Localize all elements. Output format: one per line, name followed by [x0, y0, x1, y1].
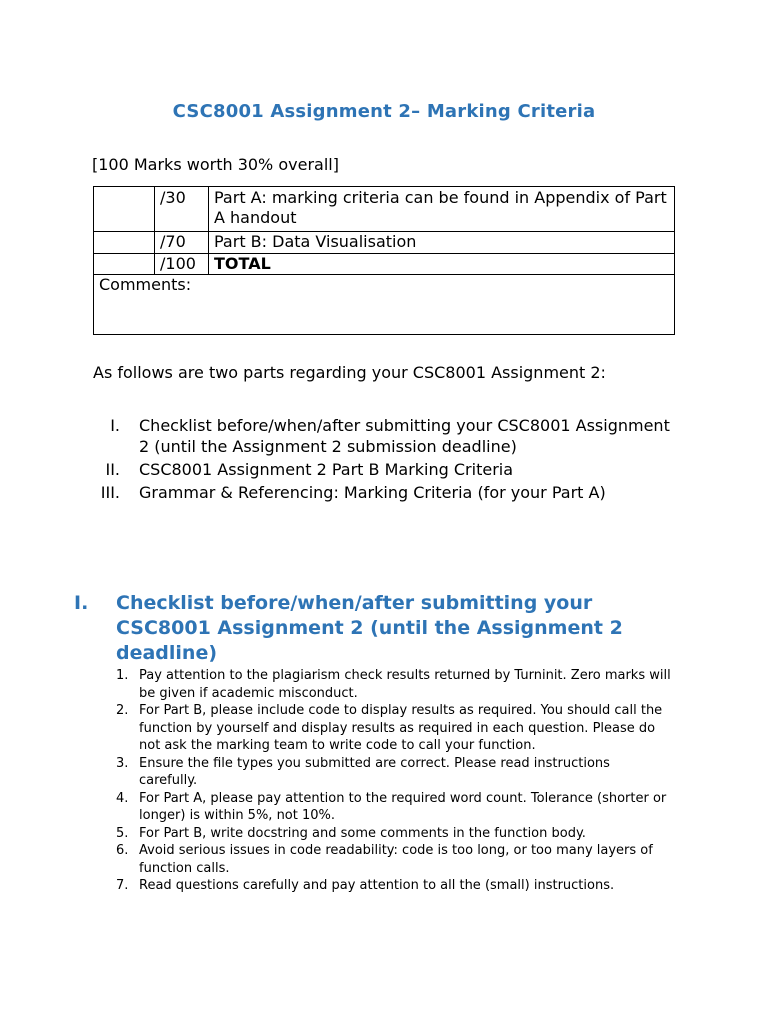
list-number: 5.	[116, 825, 129, 841]
list-text: For Part B, please include code to display results as required. You should call the function by yourself and display results as required in each question. Please do not ask the marking team to write code to call your function.	[139, 703, 663, 753]
max-score: /100	[155, 254, 209, 275]
document-title: CSC8001 Assignment 2– Marking Criteria	[172, 101, 596, 122]
list-text: Checklist before/when/after submitting your CSC8001 Assignment 2 (until the Assignment 2 submission deadline)	[139, 416, 670, 456]
table-row	[94, 187, 675, 232]
marks-table	[93, 186, 675, 335]
list-number: 7.	[116, 878, 129, 893]
marks-summary: [100 Marks worth 30% overall]	[92, 155, 339, 174]
table-row	[94, 232, 675, 254]
list-number: 6.	[116, 843, 129, 858]
list-item	[0, 459, 768, 480]
total-label: TOTAL	[209, 254, 675, 275]
comments-label: Comments:	[94, 275, 675, 335]
list-number: III.	[100, 483, 120, 502]
list-item	[0, 667, 768, 702]
list-number: II.	[105, 460, 120, 479]
list-number: 1.	[116, 668, 129, 683]
list-text: Grammar & Referencing: Marking Criteria (for your Part A)	[139, 483, 606, 502]
contents-list	[0, 415, 768, 505]
list-item	[0, 702, 768, 755]
list-item	[0, 825, 768, 843]
section-number: I.	[74, 592, 89, 614]
list-text: Pay attention to the plagiarism check results returned by Turninit. Zero marks will be given if academic misconduct.	[139, 668, 671, 701]
max-score: /30	[155, 187, 209, 232]
list-number: 4.	[116, 790, 129, 806]
max-score: /70	[155, 232, 209, 254]
list-number: 3.	[116, 755, 129, 771]
list-item	[0, 842, 768, 877]
mark-cell	[94, 254, 155, 275]
comments-row	[94, 275, 675, 335]
checklist	[0, 667, 768, 895]
criteria-description: Part B: Data Visualisation	[209, 232, 675, 254]
mark-cell	[94, 187, 155, 232]
criteria-description: Part A: marking criteria can be found in Appendix of Part A handout	[209, 187, 675, 232]
list-item	[0, 415, 768, 457]
list-text: Avoid serious issues in code readability: code is too long, or too many layers of function calls.	[139, 843, 653, 876]
list-item	[0, 790, 768, 825]
list-text: CSC8001 Assignment 2 Part B Marking Criteria	[139, 460, 514, 479]
section-heading	[0, 591, 768, 666]
list-text: Ensure the file types you submitted are correct. Please read instructions carefully.	[139, 755, 610, 788]
intro-text: As follows are two parts regarding your CSC8001 Assignment 2:	[93, 363, 606, 382]
list-item	[0, 877, 768, 895]
list-text: For Part A, please pay attention to the required word count. Tolerance (shorter or longer) is within 5%, not 10%.	[139, 790, 667, 823]
list-number: I.	[110, 416, 120, 435]
table-row	[94, 254, 675, 275]
list-number: 2.	[116, 703, 129, 718]
list-item	[0, 482, 768, 503]
list-item	[0, 755, 768, 790]
list-text: For Part B, write docstring and some comments in the function body.	[139, 825, 586, 841]
section-title: Checklist before/when/after submitting your CSC8001 Assignment 2 (until the Assignment 2 deadline)	[116, 592, 623, 664]
list-text: Read questions carefully and pay attention to all the (small) instructions.	[139, 878, 615, 893]
mark-cell	[94, 232, 155, 254]
